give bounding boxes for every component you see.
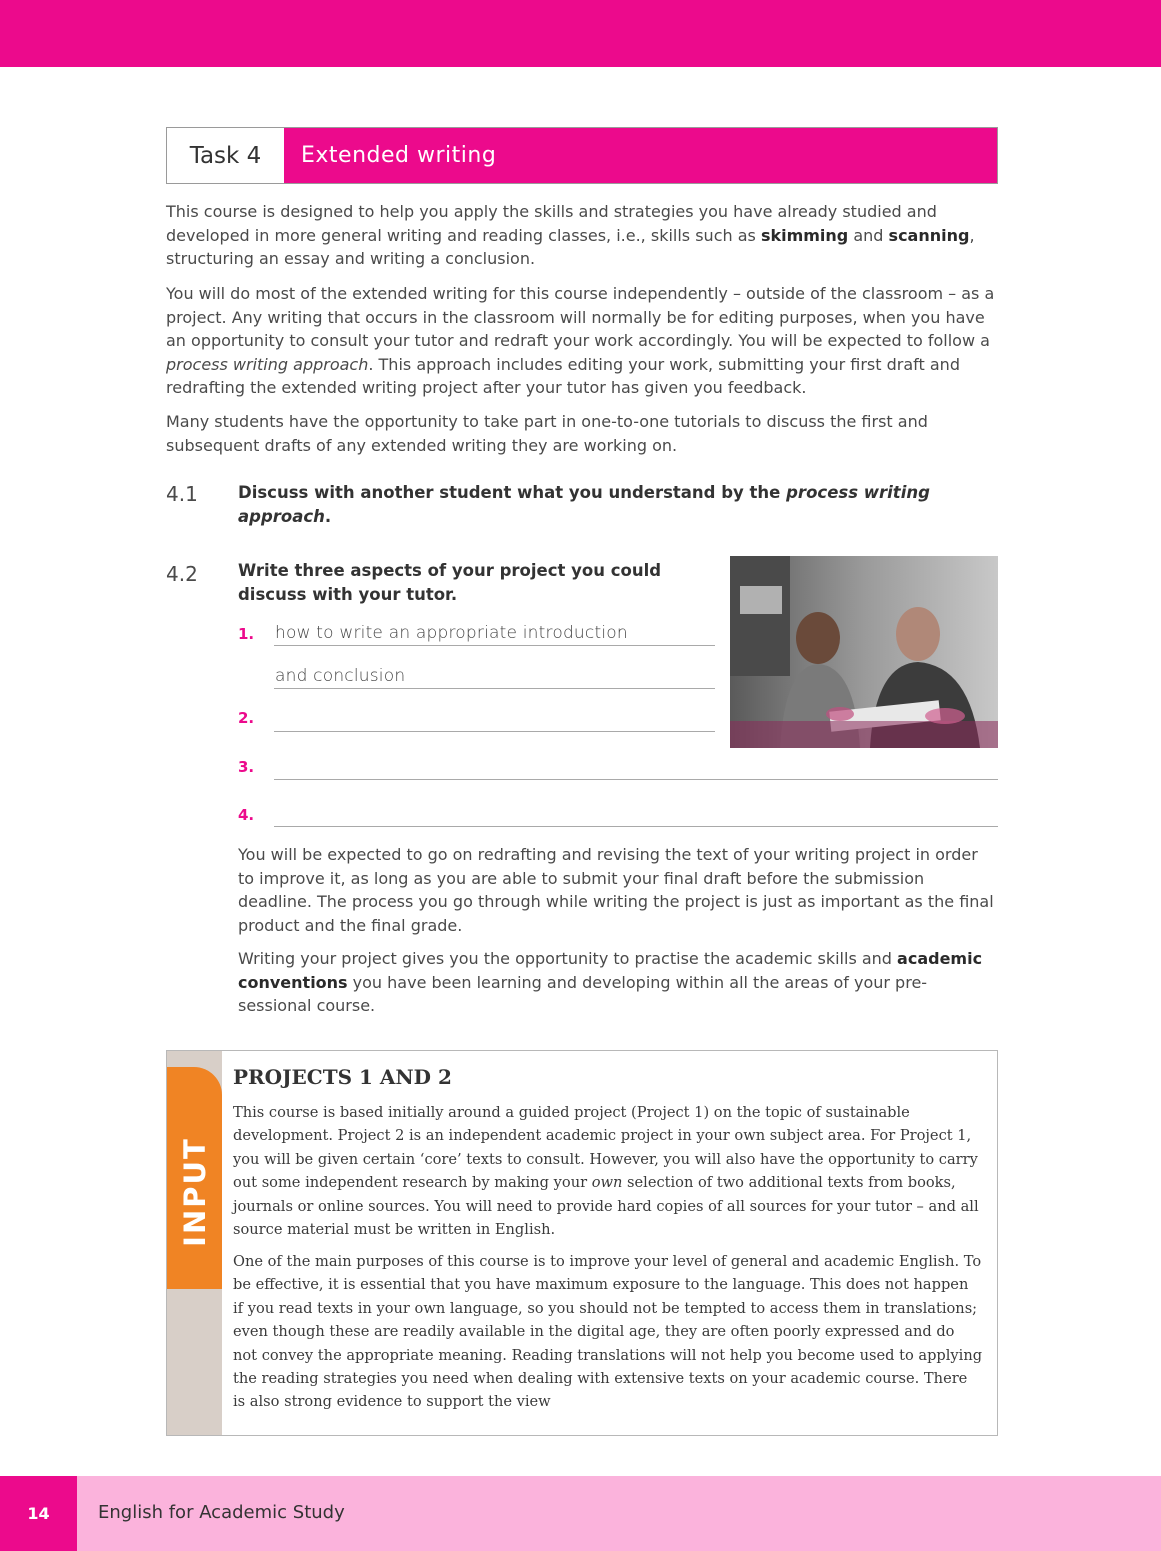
input-tab [167,1095,222,1289]
term-process-writing: process writing approach [166,354,369,374]
question-4-1-text: Discuss with another student what you understand by the process writing approach. [238,483,930,526]
answer-1-handwriting-1: how to write an appropriate introduction [275,623,628,643]
term-skimming: skimming [760,225,849,245]
top-color-band [0,0,1161,67]
input-box [166,1050,998,1436]
answer-4-number: 4. [238,806,255,824]
intro-paragraph-3: Many students have the opportunity to take part in one-to-one tutorials to discuss the first and subsequent drafts of any extended writing they are working on. [166,412,928,455]
question-4-1-number: 4.1 [166,482,198,506]
intro-paragraph-2: You will do most of the extended writing for this course independently – outside of the classroom – as a project. Any writing that occurs in the classroom will normally be for editing purposes, when you have an opportunity to consult your tutor and redraft your work accordingly. You will be expected to follow a process writing approach. This approach includes editing your work, submitting your first draft and redrafting the extended writing project after your tutor has given you feedback. [166,284,995,397]
task-title: Extended writing [284,128,997,183]
question-4-2-number: 4.2 [166,562,198,586]
answer-3-line[interactable] [274,752,998,780]
page-number: 14 [0,1476,77,1551]
input-title: PROJECTS 1 AND 2 [233,1065,452,1089]
answer-1-handwriting-2: and conclusion [275,666,406,686]
footer-book-title: English for Academic Study [98,1502,345,1523]
answer-2-line[interactable] [274,704,715,732]
task-header [166,127,998,184]
intro-paragraph-1: This course is designed to help you apply the skills and strategies you have already studied and developed in more general writing and reading classes, i.e., skills such as skimming and scanning, structuring an essay and writing a conclusion. [166,202,975,268]
tutorial-photo [730,556,998,748]
term-academic-conventions: academic conventions [238,949,983,992]
answer-1-number: 1. [238,625,255,643]
input-paragraph-2: One of the main purposes of this course is to improve your level of general and academic English. To be effective, it is essential that you have maximum exposure to the language. This does not happen if you read texts in your own language, so you should not be tempted to access them in translations; even though these are readily available in the digital age, they are often poorly expressed and do not convey the appropriate meaning. Reading translations will not help you become used to applying the reading strategies you need when dealing with extensive texts on your academic course. There is also strong evidence to support the view [233,1253,983,1411]
task-number: Task 4 [167,128,284,183]
after-paragraph-2: Writing your project gives you the opportunity to practise the academic skills and academic conventions you have been learning and developing within all the areas of your pre-sessional course. [238,949,983,1015]
answer-3-number: 3. [238,758,255,776]
question-4-2-text: Write three aspects of your project you could discuss with your tutor. [238,561,662,604]
input-tab-label: INPUT [177,1137,212,1247]
input-paragraph-1: This course is based initially around a guided project (Project 1) on the topic of sustainable development. Project 2 is an independent academic project in your own subject area. For Project 1, you will be given certain ‘core’ texts to consult. However, you will also have the opportunity to carry out some independent research by making your own selection of two additional texts from books, journals or online sources. You will need to provide hard copies of all sources for your tutor – and all source material must be written in English. [233,1104,979,1239]
after-paragraph-1: You will be expected to go on redrafting and revising the text of your writing project in order to improve it, as long as you are able to submit your final draft before the submission deadline. The process you go through while writing the project is just as important as the final product and the final grade. [238,845,994,935]
answer-2-number: 2. [238,709,255,727]
answer-4-line[interactable] [274,799,998,827]
term-scanning: scanning [888,225,970,245]
